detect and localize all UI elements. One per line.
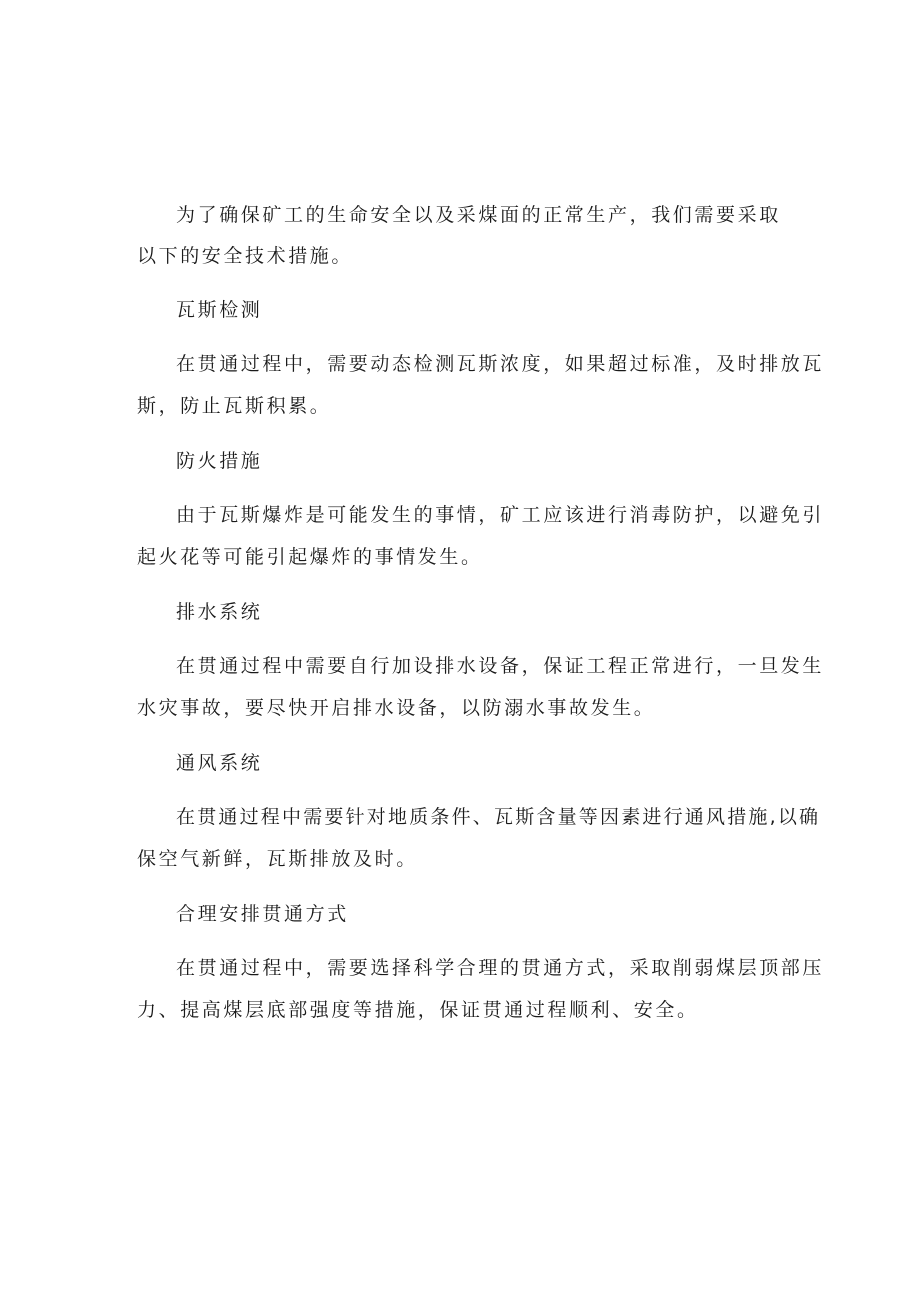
- drainage-line-1: 在贯通过程中需要自行加设排水设备，保证工程正常进行，一旦发生: [176, 655, 825, 677]
- intro-line-1: 为了确保矿工的生命安全以及采煤面的正常生产，我们需要采取: [176, 204, 781, 226]
- gas-detection-line-1: 在贯通过程中，需要动态检测瓦斯浓度，如果超过标准，及时排放瓦: [176, 353, 825, 375]
- fire-prevention-line-2: 起火花等可能引起爆炸的事情发生。: [137, 546, 483, 568]
- ventilation-line-1: 在贯通过程中需要针对地质条件、瓦斯含量等因素进行通风措施,以确: [176, 806, 821, 828]
- intro-line-2: 以下的安全技术措施。: [137, 245, 354, 267]
- heading-drainage-system: 排水系统: [176, 601, 263, 623]
- heading-penetration-method: 合理安排贯通方式: [176, 903, 349, 925]
- gas-detection-line-2: 斯，防止瓦斯积累。: [137, 395, 332, 417]
- drainage-line-2: 水灾事故，要尽快开启排水设备，以防溺水事故发生。: [137, 697, 656, 719]
- penetration-method-line-2: 力、提高煤层底部强度等措施，保证贯通过程顺利、安全。: [137, 999, 699, 1021]
- fire-prevention-line-1: 由于瓦斯爆炸是可能发生的事情，矿工应该进行消毒防护，以避免引: [176, 504, 825, 526]
- heading-gas-detection: 瓦斯检测: [176, 299, 263, 321]
- ventilation-line-2: 保空气新鲜，瓦斯排放及时。: [137, 848, 418, 870]
- penetration-method-line-1: 在贯通过程中，需要选择科学合理的贯通方式，采取削弱煤层顶部压: [176, 957, 825, 979]
- heading-fire-prevention: 防火措施: [176, 450, 263, 472]
- heading-ventilation-system: 通风系统: [176, 752, 263, 774]
